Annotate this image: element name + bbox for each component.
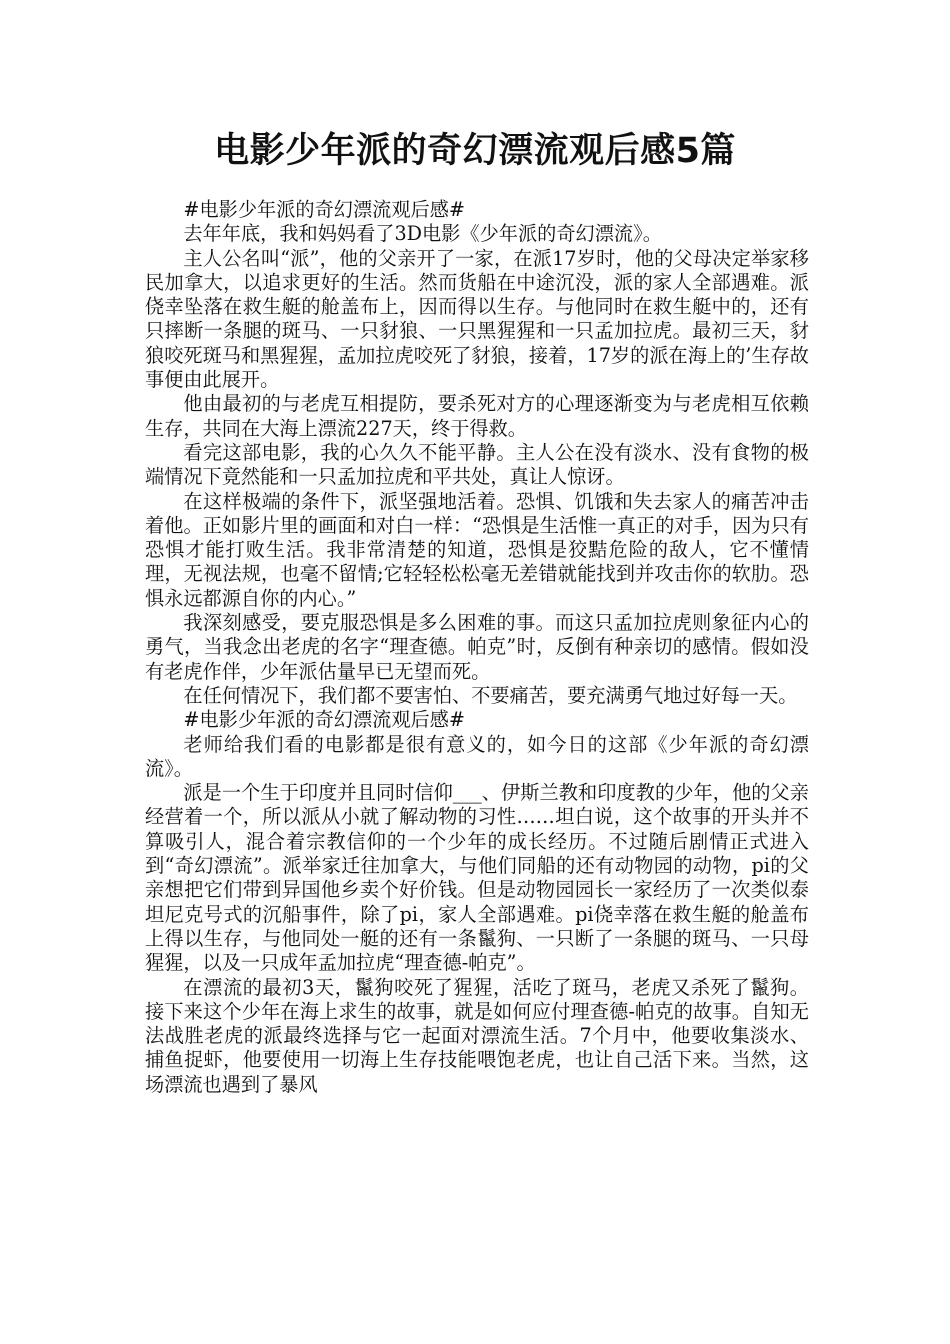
- paragraph: 在任何情况下，我们都不要害怕、不要痛苦，要充满勇气地过好每一天。: [183, 683, 798, 707]
- paragraph: 看完这部电影，我的心久久不能平静。主人公在没有淡水、没有食物的极端情况下竟然能和一只孟加拉虎和平共处，真让人惊讶。: [145, 440, 809, 489]
- paragraph-heading-1: #电影少年派的奇幻漂流观后感#: [183, 198, 465, 221]
- paragraph: 派是一个生于印度并且同时信仰___、伊斯兰教和印度教的少年，他的父亲经营着一个，所以派从小就了解动物的习性……坦白说，这个故事的开头并不算吸引人，混合着宗教信仰的一个少年的成长经历。不过随后剧情正式进入到“奇幻漂流”。派举家迁往加拿大，与他们同船的还有动物园的动物，pi的父亲想把它们带到异国他乡卖个好价钱。但是动物园园长一家经历了一次类似泰坦尼克号式的沉船事件，除了pi，家人全部遇难。pi侥幸落在救生艇的舱盖布上得以生存，与他同处一艇的还有一条鬣狗、一只断了一条腿的斑马、一只母猩猩，以及一只成年孟加拉虎“理查德-帕克”。: [145, 781, 809, 975]
- document-title: 电影少年派的奇幻漂流观后感5篇: [214, 131, 736, 171]
- document-body: [145, 198, 809, 1097]
- paragraph: 主人公名叫“派”，他的父亲开了一家，在派17岁时，他的父母决定举家移民加拿大，以追求更好的生活。然而货船在中途沉没，派的家人全部遇难。派侥幸坠落在救生艇的舱盖布上，因而得以生存。与他同时在救生艇中的，还有只摔断一条腿的斑马、一只豺狼、一只黑猩猩和一只孟加拉虎。最初三天，豺狼咬死斑马和黑猩猩，孟加拉虎咬死了豺狼，接着，17岁的派在海上的’生存故事便由此展开。: [145, 246, 809, 392]
- paragraph: 在漂流的最初3天，鬣狗咬死了猩猩，活吃了斑马，老虎又杀死了鬣狗。接下来这个少年在海上求生的故事，就是如何应付理查德-帕克的故事。自知无法战胜老虎的派最终选择与它一起面对漂流生活。7个月中，他要收集淡水、捕鱼捉虾，他要使用一切海上生存技能喂饱老虎，也让自己活下来。当然，这场漂流也遇到了暴风: [145, 975, 809, 1096]
- paragraph: 去年年底，我和妈妈看了3D电影《少年派的奇幻漂流》。: [183, 222, 662, 246]
- paragraph-heading-2: #电影少年派的奇幻漂流观后感#: [183, 708, 465, 732]
- paragraph: 在这样极端的条件下，派坚强地活着。恐惧、饥饿和失去家人的痛苦冲击着他。正如影片里的画面和对白一样：“恐惧是生活惟一真正的对手，因为只有恐惧才能打败生活。我非常清楚的知道，恐惧是狡黠危险的敌人，它不懂情理，无视法规，也毫不留情;它轻轻松松毫无差错就能找到并攻击你的软肋。恐惧永远都源自你的内心。”: [145, 489, 809, 610]
- paragraph: 老师给我们看的电影都是很有意义的，如今日的这部《少年派的奇幻漂流》。: [145, 732, 809, 780]
- paragraph: 我深刻感受，要克服恐惧是多么困难的事。而这只孟加拉虎则象征内心的勇气，当我念出老虎的名字“理查德。帕克”时，反倒有种亲切的感情。假如没有老虎作伴，少年派估量早已无望而死。: [145, 611, 809, 683]
- paragraph: 他由最初的与老虎互相提防，要杀死对方的心理逐渐变为与老虎相互依赖生存，共同在大海上漂流227天，终于得救。: [145, 392, 809, 440]
